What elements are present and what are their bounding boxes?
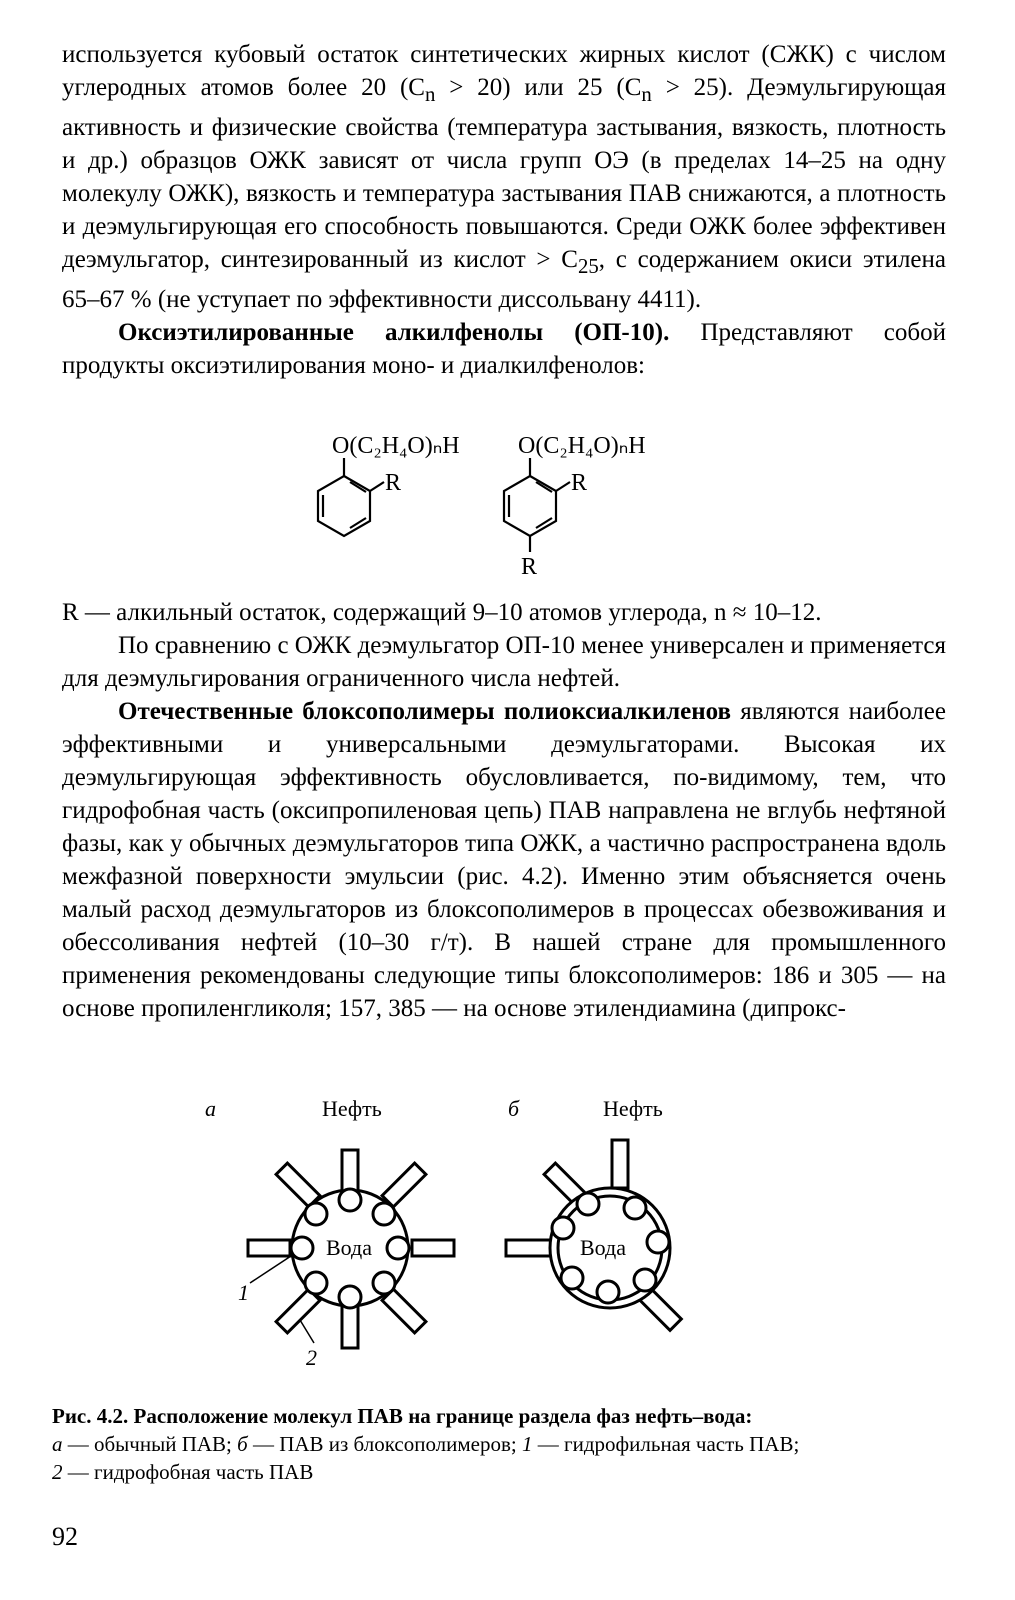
hydrophilic-head <box>561 1267 583 1289</box>
paragraph-4: Отечественные блоксополимеры полиоксиалкиленов являются наиболее эффективными и универсальными деэмульгаторами. Высокая их деэмульгирующая эффективность обусловливается, по-видимому, тем, что гидрофобная часть (оксипропиленовая цепь) ПАВ направлена не вглубь нефтяной фазы, как у обычных деэмульгаторов типа ОЖК, а частично распространена вдоль межфазной поверхности эмульсии (рис. 4.2). Именно этим объясняется очень малый расход деэмульгаторов из блоксополимеров в процессах обезвоживания и обессоливания нефтей (10–30 г/т). В нашей стране для промышленного применения рекомендованы следующие типы блоксополимеров: 186 и 305 — на основе пропиленгликоля; 157, 385 — на основе этилендиамина (дипрокс- <box>62 698 946 1022</box>
hydrophilic-head <box>634 1269 656 1291</box>
formula-right-group: O(C₂H₄O)ₙH <box>518 433 646 459</box>
hydrophilic-head <box>387 1237 409 1259</box>
hydrophobic-tail <box>276 1163 320 1207</box>
hydrophilic-head <box>305 1203 327 1225</box>
hydrophilic-head <box>552 1217 574 1239</box>
callout-2: 2 <box>306 1345 317 1370</box>
water-label-a: Вода <box>326 1235 372 1260</box>
hydrophobic-tail <box>382 1163 426 1207</box>
oil-label-a: Нефть <box>322 1096 382 1121</box>
hydrophobic-tail <box>382 1289 426 1333</box>
hydrophobic-tail <box>412 1240 454 1256</box>
paragraph-1: используется кубовый остаток синтетических жирных кислот (СЖК) с числом углеродных атомов более 20 $(C_n > 20)$ или 25 $(C_n > 25)$. Деэмульгирующая активность и физические свойства (температура застывания, вязкость, плотность и др.) образцов ОЖК зависят от числа групп ОЭ (в пределах 14–25 на одну молекулу ОЖК), вязкость и температура застывания ПАВ снижаются, а плотность и деэмульгирующая его способность повышаются. Среди ОЖК более эффективен деэмульгатор, синтезированный из кислот > $C_{25}$, с содержанием окиси этилена 65–67 % (не уступает по эффективности диссольвану 4411). <box>62 41 946 313</box>
formula-right-r-top: R <box>571 470 588 496</box>
fig-label-a: а <box>205 1096 216 1121</box>
hydrophobic-tail <box>248 1240 290 1256</box>
formula-left-group: O(C₂H₄O)ₙH <box>332 433 460 459</box>
hydrophilic-head <box>373 1203 395 1225</box>
hydrophilic-head <box>577 1193 599 1215</box>
figure-caption: Рис. 4.2. Расположение молекул ПАВ на границе раздела фаз нефть–вода: а — обычный ПАВ; б — ПАВ из блоксополимеров; 1 — гидрофильная часть ПАВ; 2 — гидрофобная часть ПАВ <box>52 1404 800 1484</box>
hydrophobic-tail <box>612 1140 628 1188</box>
page-number: 92 <box>52 1522 78 1551</box>
hydrophilic-head <box>291 1237 313 1259</box>
hydrophobic-tail <box>506 1240 552 1256</box>
fig-label-b: б <box>508 1096 520 1121</box>
hydrophilic-head <box>305 1272 327 1294</box>
hydrophilic-head <box>339 1189 361 1211</box>
r-definition: R — алкильный остаток, содержащий 9–10 атомов углерода, n ≈ 10–12. <box>62 599 822 626</box>
formula-right-r-bottom: R <box>521 554 538 580</box>
hydrophilic-head <box>373 1272 395 1294</box>
formula-left-r: R <box>385 470 402 496</box>
hydrophilic-head <box>624 1197 646 1219</box>
water-label-b: Вода <box>580 1235 626 1260</box>
caption-number: Рис. 4.2. <box>52 1404 129 1428</box>
hydrophobic-tail <box>276 1289 320 1333</box>
hydrophilic-head <box>647 1231 669 1253</box>
caption-title: Расположение молекул ПАВ на границе раздела фаз нефть–вода: <box>128 1404 753 1428</box>
callout-1: 1 <box>238 1280 249 1305</box>
oil-label-b: Нефть <box>603 1096 663 1121</box>
hydrophilic-head <box>339 1286 361 1308</box>
paragraph-2: Оксиэтилированные алкилфенолы (ОП-10). Представляют собой продукты оксиэтилирования моно- и диалкилфенолов: <box>62 319 946 379</box>
hydrophilic-head <box>597 1281 619 1303</box>
paragraph-3: По сравнению с ОЖК деэмульгатор ОП-10 менее универсален и применяется для деэмульгирования ограниченного числа нефтей. <box>62 632 946 692</box>
